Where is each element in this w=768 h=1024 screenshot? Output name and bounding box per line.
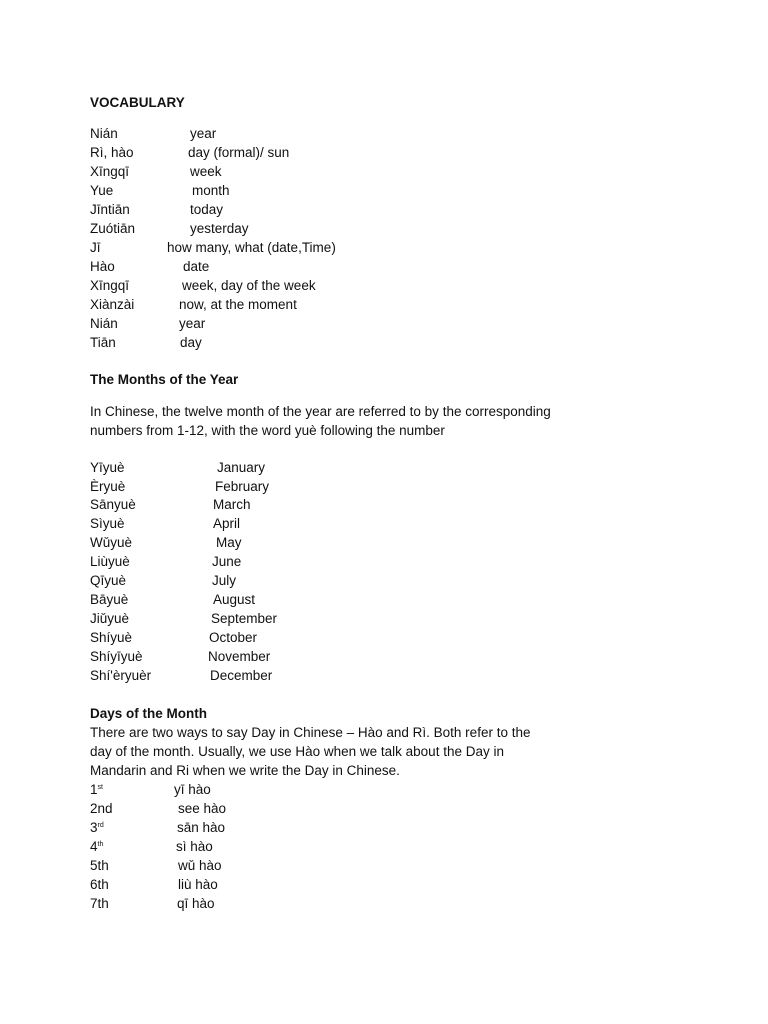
vocab-term: Yue bbox=[90, 183, 114, 198]
vocab-meaning: day bbox=[180, 335, 202, 350]
day-meaning: wǔ hào bbox=[178, 858, 222, 873]
days-heading: Days of the Month bbox=[90, 706, 207, 721]
month-meaning: October bbox=[209, 630, 258, 645]
day-number: 2nd bbox=[90, 801, 113, 816]
vocab-meaning: year bbox=[179, 316, 206, 331]
vocab-term: Jī bbox=[90, 240, 101, 255]
month-term: Shíyīyuè bbox=[90, 649, 143, 664]
month-meaning: September bbox=[211, 611, 278, 626]
vocab-term: Hào bbox=[90, 259, 115, 274]
vocab-meaning: month bbox=[192, 183, 230, 198]
month-term: Qīyuè bbox=[90, 573, 127, 588]
vocab-term: Tiān bbox=[90, 335, 116, 350]
months-intro-line: numbers from 1-12, with the word yuè following the number bbox=[90, 423, 445, 438]
month-meaning: April bbox=[213, 516, 241, 531]
vocab-meaning: day (formal)/ sun bbox=[188, 145, 290, 160]
days-intro-line: There are two ways to say Day in Chinese – Hào and Rì. Both refer to the bbox=[90, 725, 531, 740]
day-meaning: see hào bbox=[178, 801, 227, 816]
month-meaning: March bbox=[213, 497, 251, 512]
days-intro-line: day of the month. Usually, we use Hào when we talk about the Day in bbox=[90, 744, 504, 759]
vocab-term: Xīngqī bbox=[90, 164, 130, 179]
month-term: Sìyuè bbox=[90, 516, 125, 531]
vocab-term: Xīngqī bbox=[90, 278, 130, 293]
month-meaning: January bbox=[217, 460, 266, 475]
day-number: 7th bbox=[90, 896, 109, 911]
month-term: Bāyuè bbox=[90, 592, 129, 607]
vocab-meaning: year bbox=[190, 126, 217, 141]
vocabulary-heading: VOCABULARY bbox=[90, 95, 185, 110]
vocab-term: Xiànzài bbox=[90, 297, 135, 312]
vocab-meaning: how many, what (date,Time) bbox=[167, 240, 336, 255]
days-intro-line: Mandarin and Ri when we write the Day in Chinese. bbox=[90, 763, 400, 778]
vocab-term: Zuótiān bbox=[90, 221, 136, 236]
vocab-term: Nián bbox=[90, 316, 118, 331]
month-meaning: November bbox=[208, 649, 271, 664]
vocab-term: Rì, hào bbox=[90, 145, 134, 160]
month-term: Èryuè bbox=[90, 479, 126, 494]
day-number: 5th bbox=[90, 858, 109, 873]
month-term: Yīyuè bbox=[90, 460, 125, 475]
month-meaning: May bbox=[216, 535, 242, 550]
month-meaning: August bbox=[213, 592, 256, 607]
month-term: Jiǔyuè bbox=[90, 611, 130, 626]
months-heading: The Months of the Year bbox=[90, 372, 239, 387]
vocab-meaning: date bbox=[183, 259, 210, 274]
months-intro-line: In Chinese, the twelve month of the year are referred to by the corresponding bbox=[90, 404, 551, 419]
month-meaning: December bbox=[210, 668, 273, 683]
vocab-meaning: now, at the moment bbox=[179, 297, 297, 312]
month-meaning: June bbox=[212, 554, 242, 569]
vocab-term: Nián bbox=[90, 126, 118, 141]
vocab-meaning: yesterday bbox=[190, 221, 249, 236]
month-term: Liùyuè bbox=[90, 554, 130, 569]
month-term: Sānyuè bbox=[90, 497, 136, 512]
month-meaning: February bbox=[215, 479, 270, 494]
vocab-meaning: week, day of the week bbox=[182, 278, 316, 293]
day-number: 3rd bbox=[90, 820, 104, 835]
vocab-term: Jīntiān bbox=[90, 202, 130, 217]
vocab-meaning: week bbox=[190, 164, 222, 179]
day-number: 4th bbox=[90, 839, 104, 854]
month-term: Wǔyuè bbox=[90, 535, 133, 550]
month-meaning: July bbox=[212, 573, 237, 588]
months-intro bbox=[90, 402, 580, 440]
vocab-meaning: today bbox=[190, 202, 224, 217]
day-number: 6th bbox=[90, 877, 109, 892]
day-meaning: qī hào bbox=[177, 896, 215, 911]
day-number: 1st bbox=[90, 782, 103, 797]
days-intro bbox=[90, 723, 580, 780]
day-meaning: yī hào bbox=[174, 782, 211, 797]
day-meaning: liù hào bbox=[178, 877, 218, 892]
day-meaning: sān hào bbox=[177, 820, 226, 835]
day-meaning: sì hào bbox=[176, 839, 213, 854]
month-term: Shí'èryuèr bbox=[90, 668, 152, 683]
month-term: Shíyuè bbox=[90, 630, 133, 645]
